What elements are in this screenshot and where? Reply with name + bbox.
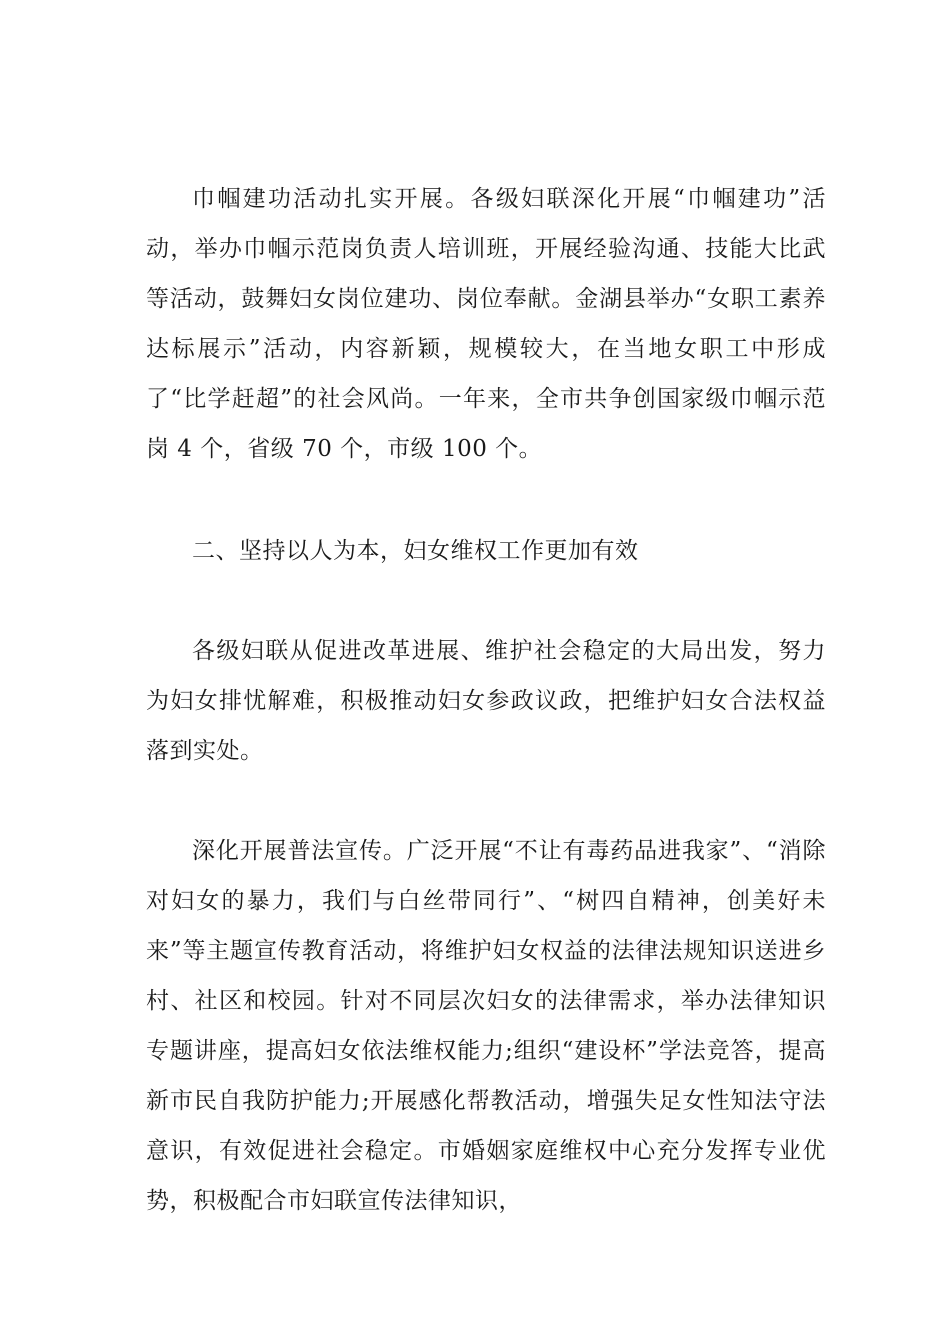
body-paragraph-legal-education: 深化开展普法宣传。广泛开展“不让有毒药品进我家”、“消除对妇女的暴力，我们与白丝带同行”、“树四自精神，创美好未来”等主题宣传教育活动，将维护妇女权益的法律法规知识送进乡村、社区和校园。针对不同层次妇女的法律需求，举办法律知识专题讲座，提高妇女依法维权能力;组织“建设杯”学法竞答，提高新市民自我防护能力;开展感化帮教活动，增强失足女性知法守法意识，有效促进社会稳定。市婚姻家庭维权中心充分发挥专业优势，积极配合市妇联宣传法律知识， (146, 838, 826, 1214)
body-paragraph-women-achievement: 巾帼建功活动扎实开展。各级妇联深化开展“巾帼建功”活动，举办巾帼示范岗负责人培训班，开展经验沟通、技能大比武等活动，鼓舞妇女岗位建功、岗位奉献。金湖县举办“女职工素养达标展示”活动，内容新颖，规模较大，在当地女职工中形成了“比学赶超”的社会风尚。一年来，全市共争创国家级巾帼示范岗 4 个，省级 70 个，市级 100 个。 (146, 186, 826, 462)
section-heading: 二、坚持以人为本，妇女维权工作更加有效 (192, 538, 639, 564)
body-paragraph-rights-intro: 各级妇联从促进改革进展、维护社会稳定的大局出发，努力为妇女排忧解难，积极推动妇女参政议政，把维护妇女合法权益落到实处。 (146, 638, 826, 764)
